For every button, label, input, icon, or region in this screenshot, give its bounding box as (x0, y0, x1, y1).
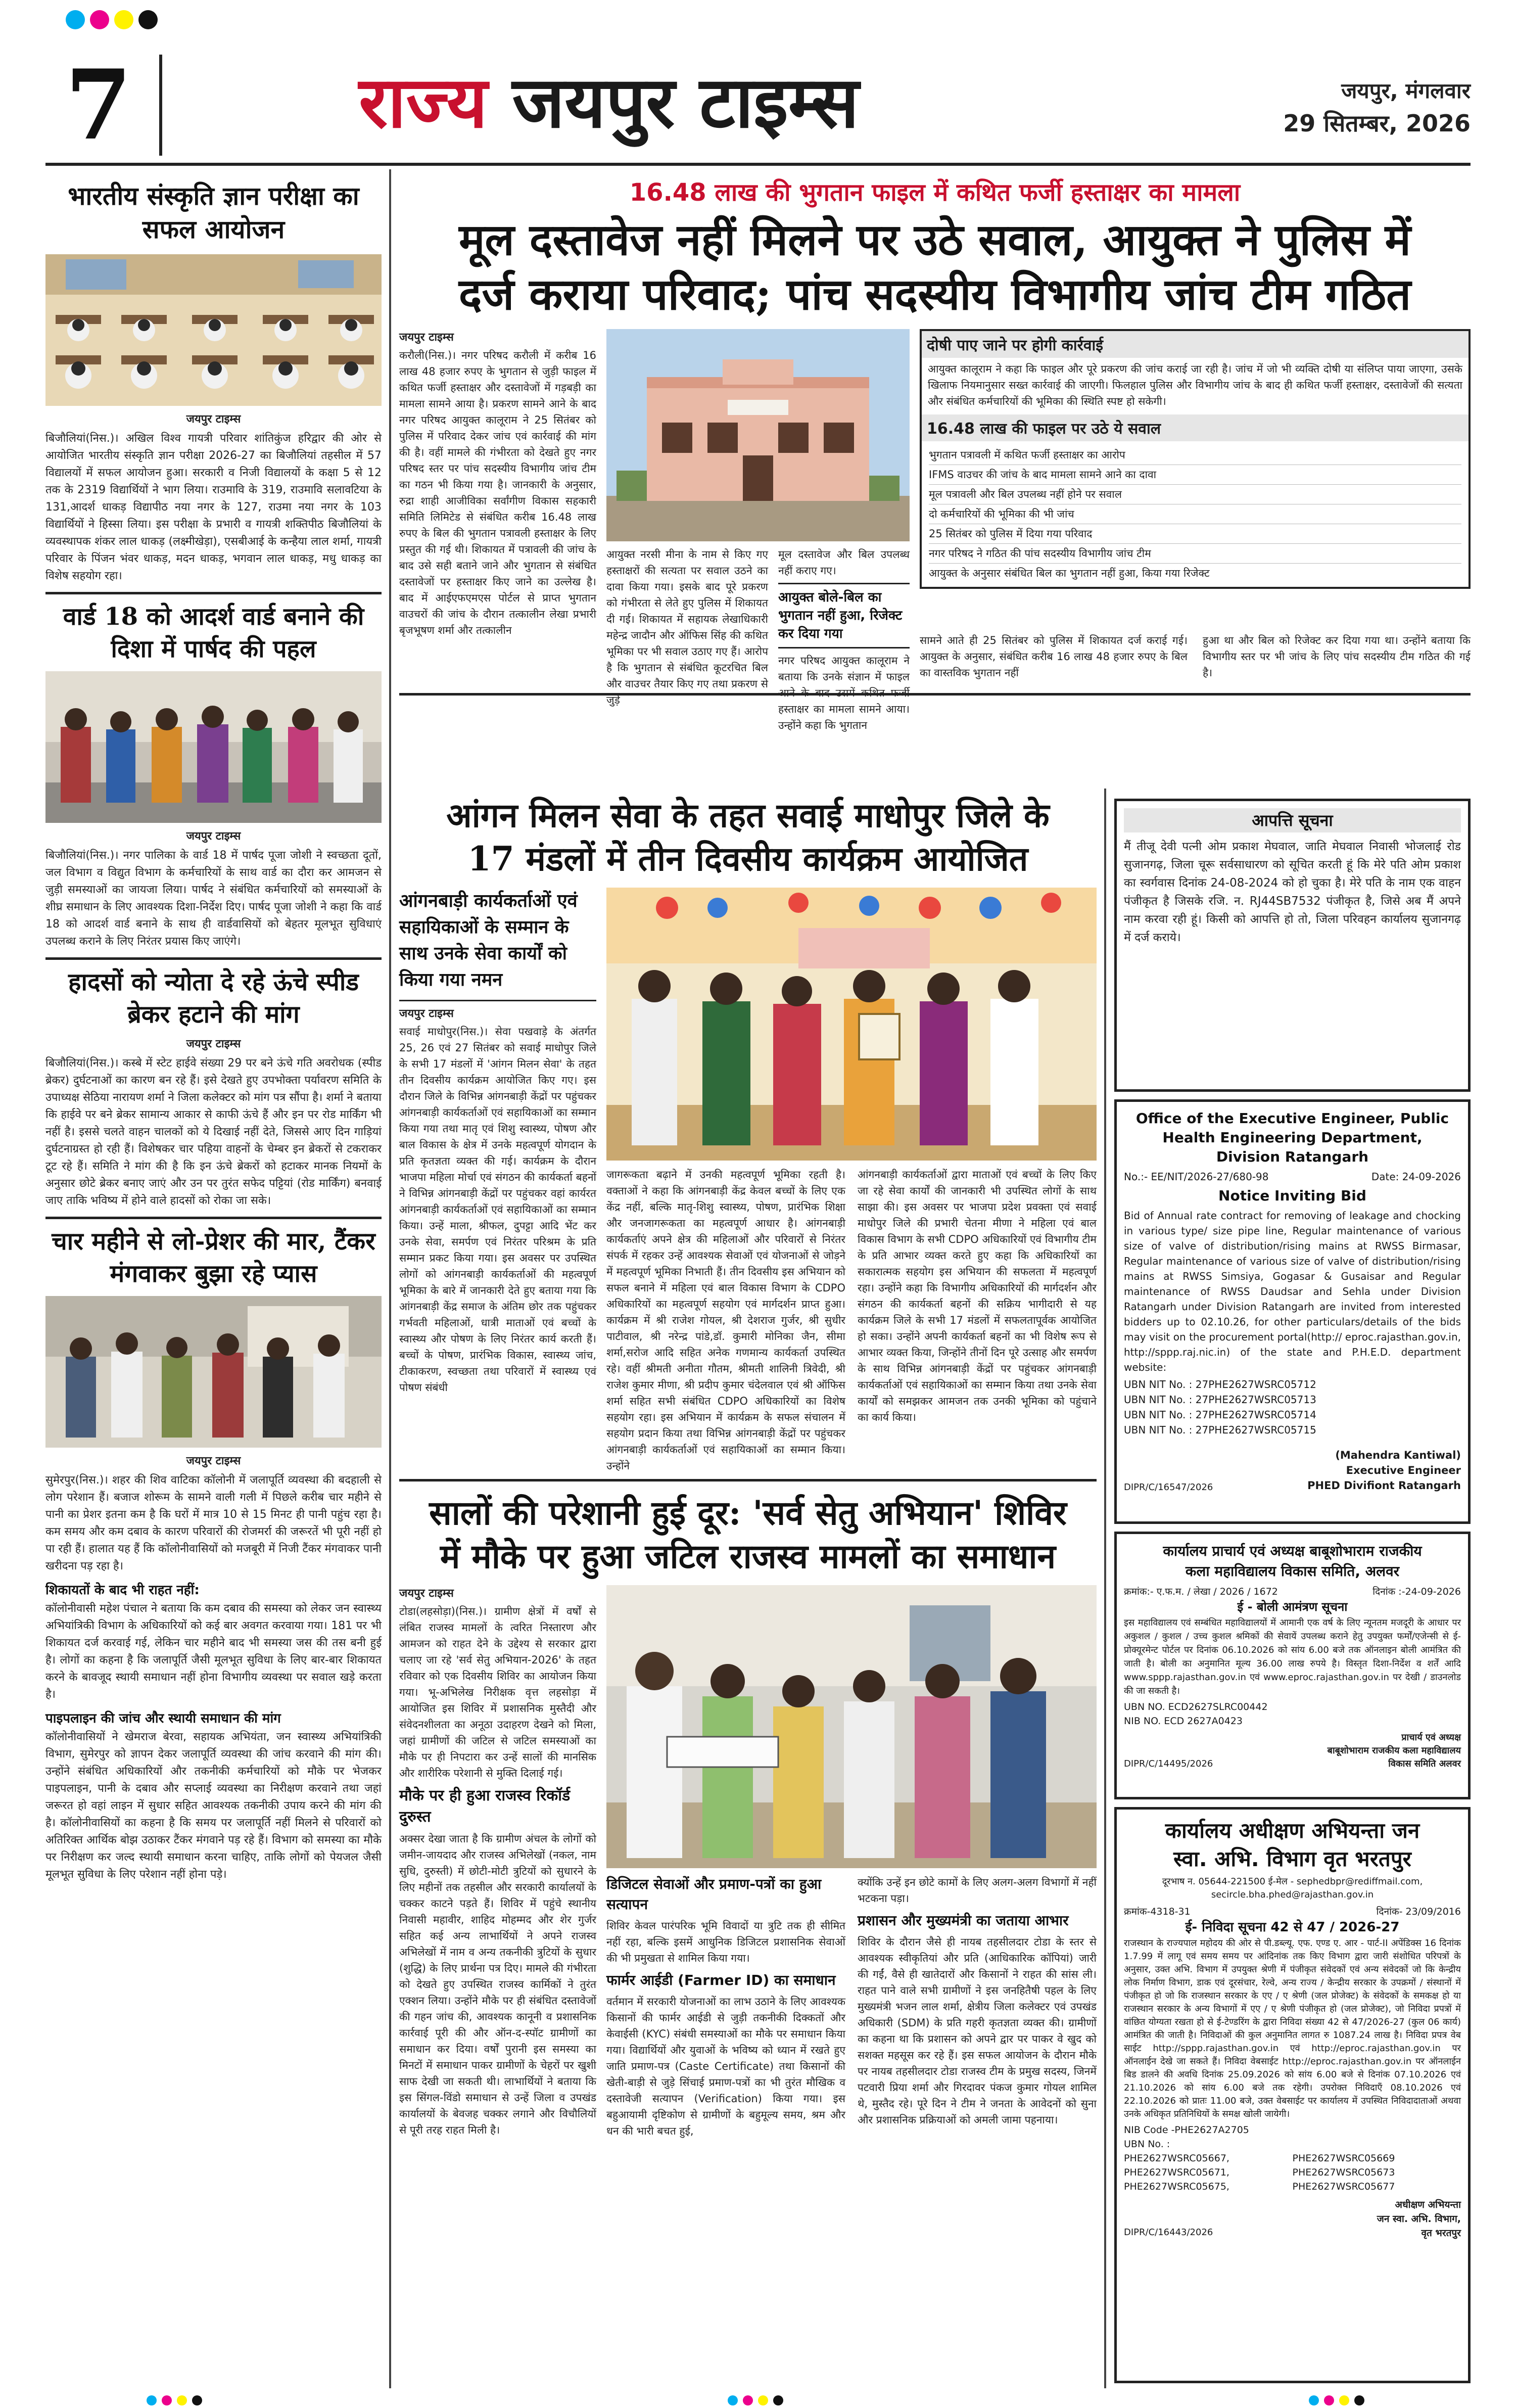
camp-photo (606, 1585, 1097, 1868)
ubn-item: UBN NIT No. : 27PHE2627WSRC05713 (1124, 1394, 1316, 1406)
exam-hall-illustration (45, 254, 382, 406)
story-divider (399, 1479, 1097, 1481)
signatory-name: (Mahendra Kantiwal) (1335, 1449, 1461, 1461)
notice-title: ई - बोली आमंत्रण सूचना (1237, 1600, 1348, 1614)
list-item: भुगतान पत्रावली में कथित फर्जी हस्ताक्षर का आरोप (929, 445, 1461, 465)
story-body: बिजौलियां(निस.)। कस्बे में स्टेट हाईवे संख्या 29 पर बने ऊंचे गति अवरोधक (स्पीड ब्रेकर) दुर्घटनाओं का कारण बन रहे हैं। इसे देखते हुए उपभोक्ता पर्यावरण समिति के उपाध्यक्ष सेठिया नारायण शर्मा ने जिला कलेक्टर को मांग पत्र सौंपा है। शर्मा ने बताया कि हाईवे पर बने ब्रेकर सामान्य आकार से काफी ऊंचे हैं और इन पर रोड मार्किंग भी नहीं है। इससे चलते वाहन चालकों को ये दिखाई नहीं देते, जिससे आए दिन गाड़ियां दुर्घटनाग्रस्त हो रही हैं। विशेषकर चार पहिया वाहनों के चेम्बर इन ब्रेकरों से टकराकर टूट रहे हैं। समिति ने मांग की है कि इन ऊंचे ब्रेकरों को हटाकर मानक नियमों के अनुसार छोटे ब्रेकर बनाए जाएं और उन पर तुरंत सफेद पट्टियां (रोड मार्किंग) बनवाई जाए ताकि भविष्य में होने वाले हादसों को रोका जा सके। (45, 1057, 382, 1207)
dateline-city-day: जयपुर, मंगलवार (1341, 78, 1471, 103)
notice-org: कार्यालय अधीक्षण अभियन्ता जन (1165, 1818, 1420, 1843)
story-body: सुमेरपुर(निस.)। शहर की शिव वाटिका कॉलोनी में जलापूर्ति व्यवस्था की बदहाली से लोग परेशान हैं। बजाज शोरूम के सामने वाली गली में पिछले करीब चार महीने से पानी का प्रेशर इतना कम है कि घरों में मात्र 10 से 15 मिनट ही पानी पहुंच रहा है। कम समय और कम दबाव के कारण परिवारों की रोजमर्रा की जरूरतें भी पूरी नहीं हो पा रही हैं। हालात यह हैं कि कॉलोनीवासियों को मजबूरी में निजी टैंकर मंगवाकर पानी खरीदना पड़ रहा है। (45, 1474, 382, 1572)
story-body: जागरूकता बढ़ाने में उनकी महत्वपूर्ण भूमिका रहती है। वक्ताओं ने कहा कि आंगनबाड़ी केंद्र केवल बच्चों के लिए एक केंद्र नहीं, बल्कि मातृ-शिशु स्वास्थ्य, पोषण, प्रारंभिक शिक्षा और जनजागरूकता का महत्वपूर्ण आधार है। आंगनबाड़ी कार्यकर्ताएं अपने क्षेत्र की महिलाओं और परिवारों से निरंतर संपर्क में रहकर उन्हें आवश्यक सेवाओं एवं योजनाओं से जोड़ने में महत्वपूर्ण भूमिका निभाती हैं। तीन दिवसीय इस अभियान को सफल बनाने में महिला एवं बाल विकास विभाग के CDPO अधिकारियों का महत्वपूर्ण सहयोग एवं मार्गदर्शन प्राप्त हुआ। कार्यक्रम में श्री राजेश गोयल, श्री देशराज गुर्जर, श्री सुधीर पाटीवाल, श्री नरेन्द्र पांडे,डॉ. कुमारी मोनिका जैन, सीमा शर्मा,सरोज आदि सहित अनेक गणमान्य कार्यकर्ता उपस्थित रहे। वहीं श्रीमती अनीता गौतम, श्रीमती शालिनी त्रिवेदी, श्री राजेश कुमार मीणा, श्री प्रदीप कुमार चंदेलवाल एवं श्री ऑफिस शर्मा सहित सभी संबंधित CDPO अधिकारियों का विशेष सहयोग रहा। इस अभियान में कार्यक्रम के सफल संचालन में सहयोग प्रदान किया तथा विभिन्न आंगनबाड़ी केंद्रों पर पहुंचकर आंगनबाड़ी कार्यकर्ताओं एवं सहायिकाओं का सम्मान किया। उन्होंने (606, 1169, 845, 1472)
story-divider (399, 1000, 596, 1001)
lead-headline-line1: मूल दस्तावेज नहीं मिलने पर उठे सवाल, आयुक्त ने पुलिस में (459, 214, 1411, 265)
notice-date: Date: 24-09-2026 (1371, 1171, 1461, 1183)
story-divider (45, 1217, 382, 1219)
story-body: आयुक्त नरसी मीना के नाम से किए गए हस्ताक्षरों की सत्यता पर सवाल उठने का दावा किया गया। इसके बाद पूरे प्रकरण को गंभीरता से लेते हुए पुलिस में शिकायत दी गई। शिकायत में सहायक लेखाधिकारी महेन्द्र जादौन और ऑफिस सिंह की कथित भूमिका पर भी सवाल उठाए गए हैं। आरोप है कि भुगतान से संबंधित कूटरचित बिल और वाउचर तैयार किए गए तथा प्रकरण से जुड़े (606, 548, 768, 706)
list-item: 25 सितंबर को पुलिस में दिया गया परिवाद (929, 524, 1461, 544)
byline: जयपुर टाइम्स (186, 1455, 241, 1467)
list-item: IFMS वाउचर की जांच के बाद मामला सामने आने का दावा (929, 465, 1461, 485)
story-subhead: फार्मर आईडी (Farmer ID) का समाधान (606, 1972, 836, 1988)
notice-body: Bid of Annual rate contract for removing of leakage and chocking in various type/ size pipe line, Regular maintenance of various size of valve of distribution/rising mains at RWSS Birmasar, Regular maintenance of various size of valve of distribution/rising mains at RWSS Simsiya, Gogasar & Gusaisar and Regular maintenance of RWSS Daudsar and Sehla under Division Ratangarh under Division Ratangarh are invited from interested bidders up to 02.10.26, for other particulars/details of the bids may visit on the procurement portal(http:// eproc.rajasthan.gov.in, http://sppp.raj.nic.in) of the state and P.H.E.D. department website: (1124, 1210, 1461, 1373)
story-body: सामने आते ही 25 सितंबर को पुलिस में शिकायत दर्ज कराई गई। आयुक्त के अनुसार, संबंधित करीब 16 लाख 48 हजार रुपए के बिल का वास्तविक भुगतान नहीं (920, 634, 1188, 679)
ubn-list (1124, 2151, 1461, 2194)
signatory-title: अधीक्षण अभियन्ता (1395, 2199, 1461, 2210)
notice-contact: दूरभाष न. 05644-221500 ई-मेल - sephedbpr@rediffmail.com, secircle.bha.phed@rajasthan.gov.in (1162, 1876, 1423, 1900)
signatory-office: विकास समिति अलवर (1388, 1758, 1461, 1769)
story-body: बिजौलियां(निस.)। अखिल विश्व गायत्री परिवार शांतिकुंज हरिद्वार की ओर से आयोजित भारतीय संस्कृति ज्ञान परीक्षा 2026-27 का बिजौलियां तहसील में 57 विद्यालयों में सफल आयोजन हुआ। सरकारी व निजी विद्यालयों के कक्षा 5 से 12 तक के 2319 विद्यार्थियों ने भाग लिया। राउमावि के 319, राउमावि सलावटिया के 131,आदर्श धाकड़ विद्यापीठ नया नगर के 127, राउमा नया नगर के 103 विद्यार्थियों ने हिस्सा लिया। इस परीक्षा के प्रभारी व गायत्री शक्तिपीठ बिजौलियां के व्यवस्थापक शंकर लाल धाकड़ (लक्ष्मीखेड़ा), एसबीआई के कन्हैया लाल शर्मा, गायत्री परिवार के पिंजन भंवर धाकड़, मदन धाकड़, भगवान लाल धाकड़, मधु धाकड़ का विशेष सहयोग रहा। (45, 432, 382, 582)
exam-hall-photo (45, 254, 382, 406)
column-rule (1104, 789, 1106, 2388)
notice-body: इस महाविद्यालय एवं सम्बंधित महाविद्यालयों में आमानी एक वर्ष के लिए न्यूनतम मजदूरी के आधार पर अकुशल / कुशल / उच्च कुशल श्रमिकों की सेवायें उपलब्ध कराने हेतु उपयुक्त फर्मों/एजेन्सी से ई-प्रोक्यूरमेन्ट पोर्टल पर दिनांक 06.10.2026 को सांय 6.00 बजे तक ऑनलाइन बोली आमंत्रित की जाती है। बोली का अनुमानित मूल्य 36.00 लाख रुपये है। विस्तृत दिशा-निर्देश व शर्तें आदि www.sppp.rajasthan.gov.in एवं www.eproc.rajasthan.gov.in पर देखी / डाउनलोड की जा सकती है। (1124, 1617, 1461, 1696)
ward-visit-photo (45, 671, 382, 823)
left-column (45, 169, 382, 1883)
list-item: दो कर्मचारियों की भूमिका की भी जांच (929, 504, 1461, 524)
notice-date: दिनांक :-24-09-2026 (1372, 1586, 1461, 1597)
felicitation-illustration (606, 888, 1097, 1161)
notice-title: Notice Inviting Bid (1218, 1187, 1366, 1204)
ubn-item: PHE2627WSRC05677 (1292, 2181, 1395, 2192)
questions-list (922, 441, 1468, 587)
dateline (1258, 75, 1471, 140)
notice-number: क्रमांक:- ए.फ.म. / लेखा / 2026 / 1672 (1124, 1586, 1278, 1597)
story-body: वर्तमान में सरकारी योजनाओं का लाभ उठाने के लिए आवश्यक किसानों की फार्मर आईडी से जुड़ी तकनीकी दिक्कतों और केवाईसी (KYC) संबंधी समस्याओं का मौके पर समाधान किया गया। विद्यार्थियों और युवाओं के भविष्य को ध्यान में रखते हुए जाति प्रमाण-पत्र (Caste Certificate) तथा किसानों की खेती-बाड़ी से जुड़े सिंचाई प्रमाण-पत्रों का भी तुरंत मौखिक व दस्तावेजी सत्यापन (Verification) किया गया। इस बहुआयामी दृष्टिकोण से ग्रामीणों के बहुमूल्य समय, श्रम और धन की भारी बचत हुई, (606, 1996, 845, 2137)
sarv-setu-story (399, 1486, 1097, 2137)
residents-photo (45, 1296, 382, 1448)
print-registration-band (0, 0, 1516, 39)
story-subhead: पाइपलाइन की जांच और स्थायी समाधान की मांग (45, 1711, 281, 1726)
story-body: मूल दस्तावेज और बिल उपलब्ध नहीं कराए गए। (778, 548, 910, 577)
signatory-title: Executive Engineer (1346, 1464, 1461, 1476)
color-strip-graphic (0, 2393, 1516, 2408)
notice-org: कार्यालय प्राचार्य एवं अध्यक्ष बाबूशोभाराम राजकीय (1163, 1543, 1422, 1559)
byline: जयपुर टाइम्स (399, 331, 454, 344)
notice-org: Office of the Executive Engineer, Public (1135, 1110, 1449, 1127)
story-body: नगर परिषद आयुक्त कालूराम ने बताया कि उनके संज्ञान में फाइल आने के बाद उसमें कथित फर्जी हस्ताक्षर का मामला सामने आया। उन्होंने कहा कि भुगतान (778, 655, 910, 731)
phed-tender-notice (1114, 1099, 1471, 1524)
story-body: अक्सर देखा जाता है कि ग्रामीण अंचल के लोगों को जमीन-जायदाद और राजस्व अभिलेखों (नकल, नाम सुधि, दुरुस्ती) में छोटी-मोटी त्रुटियों को सुधारने के लिए महीनों तक तहसील और सरकारी कार्यालयों के चक्कर काटने पड़ते हैं। शिविर में पहुंचे स्थानीय निवासी महावीर, शाहिद मोहम्मद और शेर गुर्जर सहित कई अन्य लाभार्थियों ने अपने राजस्व अभिलेखों में नाम व अन्य तकनीकी त्रुटियों के सुधार (शुद्धि) के लिए प्रार्थना पत्र दिए। मामले की गंभीरता को देखते हुए उपस्थित राजस्व कार्मिकों ने तुरंत एक्शन लिया। उन्होंने मौके पर ही संबंधित दस्तावेजों की गहन जांच की, आवश्यक कानूनी व प्रशासनिक कार्रवाई पूरी की और ऑन-द-स्पॉट ग्रामीणों का समाधान कर दिया। वर्षों पुरानी इस समस्या का मिनटों में समाधान पाकर ग्रामीणों के चेहरों पर खुशी साफ देखी जा सकती थी। लाभार्थियों ने बताया कि इस सिंगल-विंडो समाधान से उन्हें जिला व उपखंड कार्यालयों के बेवजह चक्कर लगाने और विचौलियों से पूरी तरह राहत मिली है। (399, 1833, 596, 2136)
story-body: टोडा(लहसोड़ा)(निस.)। ग्रामीण क्षेत्रों में वर्षों से लंबित राजस्व मामलों के त्वरित निस्तारण और आमजन को राहत देने के उद्देश्य से सरकार द्वारा चलाए जा रहे 'सर्व सेतु अभियान-2026' के तहत रविवार को एक दिवसीय शिविर का आयोजन किया गया। भू-अभिलेख निरीक्षक वृत्त लहसोड़ा में आयोजित इस शिविर में प्रशासनिक मुस्तैदी और संवेदनशीलता का अनूठा उदाहरण देखने को मिला, जहां ग्रामीणों की जटिल से जटिल समस्याओं का मौके पर ही निपटारा कर उन्हें सालों की मानसिक और शारीरिक परेशानी से मुक्ति दिलाई गई। (399, 1605, 596, 1779)
page-number: 7 (65, 49, 132, 161)
ubn-item: UBN NIT No. : 27PHE2627WSRC05715 (1124, 1424, 1316, 1436)
story-body: आंगनबाड़ी कार्यकर्ताओं द्वारा माताओं एवं बच्चों के लिए किए जा रहे सेवा कार्यों की जानकारी भी उपस्थित लोगों के साथ साझा की। इस अवसर पर भाजपा प्रदेश प्रवक्ता एवं सवाई माधोपुर जिले की प्रभारी चेतना मीणा ने महिला एवं बाल विकास विभाग के सभी CDPO अधिकारियों एवं विभागीय टीम के प्रति आभार व्यक्त करते हुए कहा कि अधिकारियों का सकारात्मक सहयोग इस अभियान की सफलता में महत्वपूर्ण रहा। उन्होंने कहा कि विभागीय अधिकारियों की मार्गदर्शन और संगठन की कार्यकर्ता बहनों की सक्रिय भागीदारी से यह कार्यक्रम जिले के सभी 17 मंडलों में सफलतापूर्वक आयोजित हो सका। उन्होंने अपनी कार्यकर्ता बहनों का भी विशेष रूप से आभार व्यक्त किया, जिन्होंने तीनों दिन पूरे उत्साह और समर्पण के साथ विभिन्न आंगनबाड़ी केंद्रों पर पहुंचकर आंगनबाड़ी कार्यकर्ताओं एवं सहायिकाओं का सम्मान किया तथा उनके सेवा कार्यों को समझकर आमजन तक उनकी भूमिका को पहुंचाने का कार्य किया। (858, 1169, 1097, 1423)
story-divider (399, 693, 1471, 696)
byline: जयपुर टाइम्स (186, 413, 241, 426)
story-body: सवाई माधोपुर(निस.)। सेवा पखवाड़े के अंतर्गत 25, 26 एवं 27 सितंबर को सवाई माधोपुर जिले के सभी 17 मंडलों में 'आंगन मिलन सेवा' के तहत तीन दिवसीय कार्यक्रम आयोजित किए गए। इस दौरान जिले के विभिन्न आंगनबाड़ी केंद्रों पर पहुंचकर आंगनबाड़ी कार्यकर्ताओं एवं सहायिकाओं का सम्मान किया गया तथा मातृ एवं शिशु स्वास्थ्य, पोषण और बाल विकास के क्षेत्र में उनके महत्वपूर्ण योगदान के प्रति कृतज्ञता व्यक्त की गई। कार्यक्रम के दौरान भाजपा महिला मोर्चा एवं संगठन की कार्यकर्ता बहनों ने विभिन्न आंगनबाड़ी केंद्रों पर पहुंचकर वहां कार्यरत आंगनबाड़ी कार्यकर्ताओं एवं सहायिकाओं का सम्मान किया। उन्हें माला, श्रीफल, दुपट्टा आदि भेंट कर उनके सेवा, समर्पण एवं निरंतर परिश्रम के प्रति सम्मान प्रकट किया गया। इस अवसर पर उपस्थित लोगों को आंगनबाड़ी कार्यकर्ताओं की महत्वपूर्ण भूमिका के बारे में जानकारी देते हुए बताया गया कि आंगनबाड़ी केंद्र समाज के अंतिम छोर तक पहुंचकर गर्भवती महिलाओं, धात्री माताओं एवं बच्चों के स्वास्थ्य और पोषण के लिए निरंतर कार्य करती हैं। बच्चों के पोषण, प्रारंभिक विकास, स्वास्थ्य जांच, टीकाकरण, स्वच्छता तथा परिवारों में स्वास्थ्य एवं पोषण संबंधी (399, 1026, 596, 1394)
print-color-strip (0, 2393, 1516, 2408)
story-headline-line1: आंगन मिलन सेवा के तहत सवाई माधोपुर जिले के (446, 796, 1050, 835)
story-body: करौली(निस.)। नगर परिषद करौली में करीब 16 लाख 48 हजार रुपए के भुगतान से जुड़ी फाइल में कथित फर्जी हस्ताक्षर और दस्तावेजों में गड़बड़ी का मामला सामने आया है। प्रकरण सामने आने के बाद नगर परिषद आयुक्त कालूराम ने 25 सितंबर को पुलिस में परिवाद देकर जांच एवं कार्रवाई की मांग की है। वहीं मामले की गंभीरता को देखते हुए नगर परिषद स्तर पर पांच सदस्यीय विभागीय जांच टीम का गठन भी किया गया है। जानकारी के अनुसार, रुद्रा शाही आजीविका सर्वांगीण विकास सहकारी समिति लिमिटेड से संबंधित करीब 16.48 लाख रुपए के बिल की भुगतान पत्रावली हस्ताक्षर के लिए प्रस्तुत की गई थी। शिकायत में पत्रावली की जांच के बाद उसे सही बताने जाने और भुगतान से संबंधित दस्तावेजों पर हस्ताक्षर किए जाने का उल्लेख है। बाद में आईएफएमएस पोर्टल से प्राप्त भुगतान वाउचरों की जांच के दौरान तत्कालीन लेखा प्रभारी बृजभूषण शर्मा और तत्कालीन (399, 349, 596, 636)
story-divider (45, 592, 382, 594)
story-subhead: शिकायतों के बाद भी राहत नहीं: (45, 1583, 200, 1598)
ubn-list (1124, 1377, 1461, 1438)
nib-code: NIB Code -PHE2627A2705 (1124, 2124, 1249, 2136)
box-heading: 16.48 लाख की फाइल पर उठे ये सवाल (922, 414, 1468, 441)
notice-org: कला महाविद्यालय विकास समिति, अलवर (1185, 1563, 1400, 1580)
story-subhead: आयुक्त बोले-बिल का भुगतान नहीं हुआ, रिजेक्ट कर दिया गया (778, 590, 903, 641)
lead-headline-line2: दर्ज कराया परिवाद; पांच सदस्यीय विभागीय जांच टीम गठित (458, 269, 1411, 320)
story-body: शिविर केवल पारंपरिक भूमि विवादों या त्रुटि तक ही सीमित नहीं रहा, बल्कि इसमें आधुनिक डिजिटल प्रशासनिक सेवाओं की भी प्रमुखता से शामिल किया गया। (606, 1920, 845, 1964)
section-name: राज्य (359, 61, 488, 144)
story-body: क्योंकि उन्हें इन छोटे कामों के लिए अलग-अलग विभागों में नहीं भटकना पड़ा। (858, 1876, 1097, 1905)
story-subhead: मौके पर ही हुआ राजस्व रिकॉर्ड दुरुस्त (399, 1787, 571, 1826)
story-headline-line1: सालों की परेशानी हुई दूर: 'सर्व सेतु अभियान' शिविर (429, 1493, 1067, 1533)
byline: जयपुर टाइम्स (399, 1587, 454, 1600)
notice-title: ई- निविदा सूचना 42 से 47 / 2026-27 (1185, 1920, 1400, 1935)
ubn-item: PHE2627WSRC05675, (1124, 2181, 1229, 2192)
college-tender-notice (1114, 1532, 1471, 1799)
ubn-item: PHE2627WSRC05667, (1124, 2153, 1229, 2164)
dipr-code: DIPR/C/16443/2026 (1124, 2227, 1213, 2238)
box-heading: दोषी पाए जाने पर होगी कार्रवाई (922, 331, 1468, 358)
objection-notice (1114, 799, 1471, 1092)
story-body: बिजौलियां(निस.)। नगर पालिका के वार्ड 18 में पार्षद पूजा जोशी ने स्वच्छता दूतों, जल विभाग व विद्युत विभाग के कर्मचारियों के साथ वार्ड का दौरा कर आमजन से जुड़ी समस्याओं का जायजा लिया। पार्षद ने संबंधित कर्मचारियों को समस्याओं के शीघ्र समाधान के लिए आवश्यक दिशा-निर्देश दिए। पार्षद पूजा जोशी ने कहा कि वार्ड 18 को आदर्श वार्ड बनाने के साथ ही वार्डवासियों को बेहतर मूलभूत सुविधाएं उपलब्ध कराने के लिए निरंतर प्रयास किए जाएंगे। (45, 849, 382, 948)
signatory-office: बाबूशोभाराम राजकीय कला महाविद्यालय (1327, 1745, 1461, 1756)
signatory-office: वृत भरतपुर (1421, 2228, 1461, 2239)
byline: जयपुर टाइम्स (186, 1038, 241, 1050)
story-deck: आंगनबाड़ी कार्यकर्ताओं एवं सहायिकाओं के सम्मान के साथ उनके सेवा कार्यों को किया गया नमन (399, 890, 578, 990)
notice-date: दिनांक- 23/09/2016 (1376, 1906, 1461, 1917)
story-body: कॉलोनीवासी महेश पंचाल ने बताया कि कम दबाव की समस्या को लेकर जन स्वास्थ्य अभियांत्रिकी विभाग के अधिकारियों को कई बार अवगत करवाया गया। 181 पर भी शिकायत दर्ज करवाई गई, लेकिन चार महीने बाद भी समस्या जस की तस बनी हुई है। लोगों का कहना है कि जलापूर्ति जैसी मूलभूत सुविधा के लिए बार-बार शिकायत करने के बावजूद स्थायी समाधान नहीं होना विभागीय व्यवस्था पर सवाल खड़े करता है। (45, 1602, 382, 1701)
story-headline: हादसों को न्योता दे रहे ऊंचे स्पीड ब्रेकर हटाने की मांग (68, 968, 359, 1029)
ubn-item: PHE2627WSRC05669 (1292, 2153, 1395, 2164)
ubn-item: PHE2627WSRC05673 (1292, 2167, 1395, 2178)
nib-code: NIB NO. ECD 2627A0423 (1124, 1716, 1243, 1727)
story-headline: वार्ड 18 को आदर्श वार्ड बनाने की दिशा में पार्षद की पहल (63, 603, 364, 663)
notice-number: क्रमांक-4318-31 (1124, 1906, 1191, 1917)
newspaper-title (359, 60, 859, 146)
signatory-office: PHED Divifiont Ratangarh (1307, 1479, 1461, 1492)
story-kicker: 16.48 लाख की भुगतान फाइल में कथित फर्जी हस्ताक्षर का मामला (629, 178, 1241, 207)
ward-visit-illustration (45, 671, 382, 823)
list-item: नगर परिषद ने गठित की पांच सदस्यीय विभागीय जांच टीम (929, 544, 1461, 564)
dateline-date: 29 सितम्बर, 2026 (1283, 110, 1471, 137)
column-rule (389, 169, 391, 2388)
felicitation-photo (606, 888, 1097, 1161)
story-headline-line2: में मौके पर हुआ जटिल राजस्व मामलों का समाधान (440, 1537, 1056, 1576)
masthead-divider (159, 55, 162, 156)
story-body: हुआ था और बिल को रिजेक्ट कर दिया गया था। उन्होंने बताया कि विभागीय स्तर पर भी जांच के लिए पांच सदस्यीय टीम गठित की गई है। (1203, 634, 1471, 679)
aangan-story (399, 789, 1097, 1481)
story-headline: भारतीय संस्कृति ज्ञान परीक्षा का सफल आयोजन (68, 181, 359, 244)
ubn-item: UBN NIT No. : 27PHE2627WSRC05714 (1124, 1409, 1316, 1421)
ubn-label: UBN No. : (1124, 2139, 1170, 2150)
story-headline: चार महीने से लो-प्रेशर की मार, टैंकर मंगवाकर बुझा रहे प्यास (52, 1227, 375, 1288)
notice-org: Health Engineering Department, (1162, 1129, 1423, 1146)
brand-name: जयपुर टाइम्स (512, 61, 859, 144)
story-subhead: डिजिटल सेवाओं और प्रमाण-पत्रों का हुआ सत्यापन (606, 1876, 822, 1913)
camp-illustration (606, 1585, 1097, 1868)
signatory-office: जन स्वा. अभि. विभाग, (1377, 2213, 1461, 2225)
council-office-photo (606, 329, 910, 541)
masthead (45, 39, 1471, 166)
byline: जयपुर टाइम्स (186, 830, 241, 843)
notice-org: Division Ratangarh (1216, 1148, 1369, 1165)
byline: जयपुर टाइम्स (399, 1007, 454, 1020)
story-divider (45, 957, 382, 960)
registration-dots (66, 10, 158, 29)
dipr-code: DIPR/C/14495/2026 (1124, 1758, 1213, 1769)
story-body: आयुक्त कालूराम ने कहा कि फाइल और पूरे प्रकरण की जांच कराई जा रही है। जांच में जो भी व्यक्ति दोषी या संलिप्त पाया जाएगा, उसके खिलाफ नियमानुसार सख्त कार्रवाई की जाएगी। फिलहाल पुलिस और विभागीय जांच के बाद ही कथित फर्जी हस्ताक्षर, दस्तावेजों की सत्यता और संबंधित कर्मचारियों की भूमिका की स्थिति स्पष्ट हो सकेगी। (928, 363, 1462, 407)
ubn-item: UBN NIT No. : 27PHE2627WSRC05712 (1124, 1378, 1316, 1391)
lead-story (399, 169, 1471, 731)
story-divider (778, 583, 910, 584)
story-body: शिविर के दौरान जैसे ही नायब तहसीलदार टोडा के स्तर से आवश्यक स्वीकृतियां और प्रति (आधिकारिक कॉपियां) जारी की गईं, वैसे ही खातेदारों और किसानों ने राहत की सांस ली। राहत पाने वाले सभी ग्रामीणों ने इस जनहितैषी पहल के लिए मुख्यमंत्री भजन लाल शर्मा, क्षेत्रीय जिला कलेक्टर एवं उपखंड अधिकारी (SDM) के प्रति गहरी कृतज्ञता व्यक्त की। ग्रामीणों का कहना था कि प्रशासन को अपने द्वार पर पाकर वे खुद को सशक्त महसूस कर रहे हैं। इस सफल आयोजन के दौरान मौके पर नायब तहसीलदार टोडा राजस्व टीम के प्रमुख सदस्य, जिनमें पटवारी प्रिया शर्मा और गिरदावर पंकज कुमार गोयल शामिल थे, मुस्तैद रहे। पूरे दिन ने टीम ने जनता के आवेदनों को सुना और प्रशासनिक प्रक्रियाओं को अमली जामा पहनाया। (858, 1936, 1097, 2126)
list-item: आयुक्त के अनुसार संबंधित बिल का भुगतान नहीं हुआ, किया गया रिजेक्ट (929, 567, 1210, 579)
dipr-code: DIPR/C/16547/2026 (1124, 1482, 1213, 1493)
phed-bharatpur-notice (1114, 1807, 1471, 2383)
notice-number: No.:- EE/NIT/2026-27/680-98 (1124, 1171, 1269, 1183)
notice-org: स्वा. अभि. विभाग वृत भरतपुर (1173, 1846, 1411, 1871)
signatory-title: प्राचार्य एवं अध्यक्ष (1401, 1732, 1461, 1743)
notice-body: मैं तीजू देवी पत्नी ओम प्रकाश मेघवाल, जाति मेघवाल निवासी भोजलाई रोड सुजानगढ़, जिला चूरू सर्वसाधारण को सूचित करती हूं कि मेरे पति ओम प्रकाश का स्वर्गवास दिनांक 24-08-2024 को हो चुका है। मेरे पति के नाम एक वाहन पंजीकृत है जिसके रजि. न. RJ44SB7532 पंजीकृत है, जिसे अब मैं अपने नाम करवा रही हूं। किसी को आपत्ति हो तो, जिला परिवहन कार्यालय सुजानगढ़ में दर्ज कराये। (1124, 840, 1461, 944)
residents-illustration (45, 1296, 382, 1448)
story-body: कॉलोनीवासियों ने खेमराज बेरवा, सहायक अभियंता, जन स्वास्थ्य अभियांत्रिकी विभाग, सुमेरपुर को ज्ञापन देकर जलापूर्ति व्यवस्था की जांच करवाने की मांग की। उन्होंने संबंधित अधिकारियों और तकनीकी कर्मचारियों को मौके पर भेजकर पाइपलाइन, पानी के दबाव और सप्लाई व्यवस्था का निरीक्षण करवाने तथा जहां जरूरत हो वहां लाइन में सुधार सहित आवश्यक तकनीकी उपाय करने की मांग की है। कॉलोनीवासियों का कहना है कि समय पर जलापूर्ति नहीं मिलने से परिवारों को अतिरिक्त आर्थिक बोझ उठाकर टैंकर मंगवाने पड़ रहे हैं। विभाग को समस्या का मौके पर निरीक्षण कर जल्द स्थायी समाधान करना चाहिए, ताकि लोगों को पेयजल जैसी मूलभूत सुविधा के लिए परेशान नहीं होना पड़े। (45, 1731, 382, 1881)
story-headline-line2: 17 मंडलों में तीन दिवसीय कार्यक्रम आयोजित (467, 839, 1028, 878)
list-item: मूल पत्रावली और बिल उपलब्ध नहीं होने पर सवाल (929, 485, 1461, 504)
ubn-code: UBN NO. ECD2627SLRC00442 (1124, 1701, 1268, 1712)
story-divider (778, 647, 910, 649)
notice-title: आपत्ति सूचना (1124, 808, 1461, 832)
notice-body: राजस्थान के राज्यपाल महोदय की ओर से पी.डब्ल्यू. एफ. एण्ड ए. आर - पार्ट-II अपेंडिक्स 16 दिनांक 1.7.99 में लागू एवं समय समय पर आंदिनांक तक किए विभाग द्वारा जारी संशोधित परिपत्रों के अनुसार, उक्त अभि. विभाग में उपयुक्त श्रेणी में पंजीकृत संवेदकों एवं अन्य संवेदकों जो कि केन्द्रीय लोक निर्माण विभाग, डाक एवं दूरसंचार, रेल्वे, अन्य राज्य / केन्द्रीय सरकार के उपक्रमों / संस्थानों में पंजीकृत हो जो कि राजस्थान सरकार के एए / ए श्रेणी (जल प्रोजेक्ट) के संवेदकों के समकक्ष हो या राजस्थान सरकार के अन्य विभागों में एए / ए श्रेणी पंजीकृत हो (जल प्रोजेक्ट), जो निविदा प्रपत्रों में वांछित योग्यता रखता हो से ई-टेण्डरिंग के द्वारा निविदा संख्या 42 से 47/2026-27 (कुल 06 कार्य) आमंत्रित की जाती है। निविदाओं की कुल अनुमानित लागत रु 1087.24 लाख है। निविदा प्रपत्र वेब साईट http://sppp.rajasthan.gov.in एवं http://eproc.rajasthan.gov.in पर ऑनलाईन देखे जा सकते हैं। निविदा वेबसाईट http://eproc.rajasthan.gov.in पर ऑनलाईन बिड डालने की अवधि दिनांक 25.09.2026 को सांय 6.00 बजे से दिनांक 07.10.2026 एवं 21.10.2026 को सांय 6.00 बजे तक रहेगी। उपरोक्त निविदाएँ 08.10.2026 एवं 22.10.2026 को प्रातः 11.00 बजे, उक्त वेबसाईट पर कार्यालय में उपस्थित निविदादाताओं अथवा उनके अधिकृत प्रतिनिधियों के समक्ष खोली जायेगी। (1124, 1938, 1461, 2119)
ubn-item: PHE2627WSRC05671, (1124, 2167, 1229, 2178)
story-subhead: प्रशासन और मुख्यमंत्री का जताया आभार (858, 1912, 1069, 1929)
council-building-illustration (606, 329, 910, 541)
